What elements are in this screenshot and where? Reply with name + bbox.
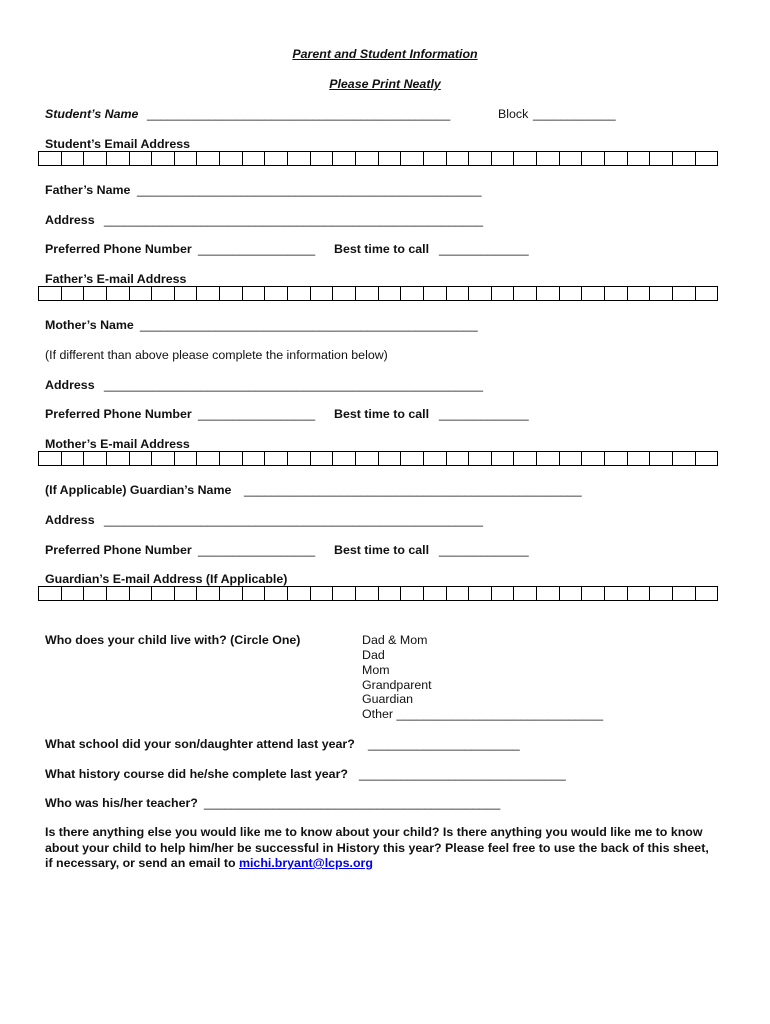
- email-char-box[interactable]: [447, 287, 470, 300]
- email-char-box[interactable]: [560, 287, 583, 300]
- email-char-box[interactable]: [673, 587, 696, 600]
- email-char-box[interactable]: [673, 452, 696, 465]
- mother-time-field[interactable]: _____________: [439, 407, 529, 421]
- course-question: What history course did he/she complete last year?: [45, 767, 348, 781]
- email-char-box[interactable]: [628, 287, 651, 300]
- email-char-box[interactable]: [62, 452, 85, 465]
- email-char-box[interactable]: [696, 287, 718, 300]
- guardian-phone-field[interactable]: _________________: [198, 543, 316, 557]
- mother-phone-field[interactable]: _________________: [198, 407, 316, 421]
- father-email-boxes[interactable]: [38, 286, 718, 301]
- student-name-label: Student’s Name: [45, 107, 139, 121]
- guardian-name-label: (If Applicable) Guardian’s Name: [45, 483, 232, 497]
- email-char-box[interactable]: [492, 287, 515, 300]
- email-char-box[interactable]: [537, 587, 560, 600]
- email-char-box[interactable]: [62, 287, 85, 300]
- student-email-boxes[interactable]: [38, 151, 718, 166]
- email-char-box[interactable]: [514, 152, 537, 165]
- option-other[interactable]: [362, 707, 603, 722]
- email-char-box[interactable]: [288, 152, 311, 165]
- email-char-box[interactable]: [605, 452, 628, 465]
- email-char-box[interactable]: [243, 152, 266, 165]
- father-time-field[interactable]: _____________: [439, 242, 529, 256]
- father-phone-label: Preferred Phone Number: [45, 242, 192, 256]
- guardian-address-field[interactable]: _______________________________________________________: [104, 513, 484, 527]
- email-char-box[interactable]: [401, 152, 424, 165]
- email-char-box[interactable]: [673, 152, 696, 165]
- email-char-box[interactable]: [401, 452, 424, 465]
- email-char-box[interactable]: [356, 587, 379, 600]
- email-char-box[interactable]: [220, 452, 243, 465]
- email-char-box[interactable]: [107, 452, 130, 465]
- email-char-box[interactable]: [130, 452, 153, 465]
- email-char-box[interactable]: [243, 452, 266, 465]
- teacher-email-link[interactable]: michi.bryant@lcps.org: [238, 856, 373, 870]
- email-char-box[interactable]: [582, 287, 605, 300]
- email-char-box[interactable]: [628, 587, 651, 600]
- email-char-box[interactable]: [650, 152, 673, 165]
- email-char-box[interactable]: [537, 452, 560, 465]
- father-phone-field[interactable]: _________________: [198, 242, 316, 256]
- lives-with-question: Who does your child live with? (Circle One): [45, 633, 301, 647]
- email-char-box[interactable]: [356, 287, 379, 300]
- email-char-box[interactable]: [333, 287, 356, 300]
- student-email-label: Student’s Email Address: [45, 137, 191, 151]
- school-question: What school did your son/daughter attend last year?: [45, 737, 355, 751]
- email-char-box[interactable]: [379, 452, 402, 465]
- email-char-box[interactable]: [650, 587, 673, 600]
- block-field[interactable]: ____________: [533, 107, 616, 121]
- email-char-box[interactable]: [514, 587, 537, 600]
- email-char-box[interactable]: [356, 152, 379, 165]
- email-char-box[interactable]: [582, 452, 605, 465]
- email-char-box[interactable]: [311, 587, 334, 600]
- option-dad-mom[interactable]: Dad & Mom: [362, 633, 428, 647]
- mother-address-label: Address: [45, 378, 95, 392]
- email-char-box[interactable]: [175, 452, 198, 465]
- option-other-field[interactable]: ______________________________: [396, 707, 604, 721]
- email-char-box[interactable]: [514, 452, 537, 465]
- mother-name-field[interactable]: _________________________________________________: [140, 318, 478, 332]
- email-char-box[interactable]: [311, 452, 334, 465]
- email-char-box[interactable]: [152, 452, 175, 465]
- email-char-box[interactable]: [605, 287, 628, 300]
- mother-email-boxes[interactable]: [38, 451, 718, 466]
- email-char-box[interactable]: [560, 587, 583, 600]
- email-char-box[interactable]: [469, 452, 492, 465]
- block-label: Block: [498, 107, 529, 121]
- teacher-field[interactable]: ___________________________________________: [204, 796, 501, 810]
- email-char-box[interactable]: [265, 587, 288, 600]
- email-char-box[interactable]: [175, 287, 198, 300]
- email-char-box[interactable]: [560, 152, 583, 165]
- guardian-time-field[interactable]: _____________: [439, 543, 529, 557]
- email-char-box[interactable]: [62, 587, 85, 600]
- guardian-email-label: Guardian’s E-mail Address (If Applicable): [45, 572, 288, 586]
- closing-line-2: about your child to help him/her be successful in History this year? Please feel free to use the back of this sheet,: [45, 840, 709, 855]
- email-char-box[interactable]: [243, 587, 266, 600]
- email-char-box[interactable]: [311, 287, 334, 300]
- guardian-email-boxes[interactable]: [38, 586, 718, 601]
- email-char-box[interactable]: [84, 587, 107, 600]
- email-char-box[interactable]: [265, 287, 288, 300]
- email-char-box[interactable]: [152, 587, 175, 600]
- option-other-label: Other: [362, 707, 393, 721]
- email-char-box[interactable]: [560, 452, 583, 465]
- form-subtitle: Please Print Neatly: [329, 77, 441, 91]
- email-char-box[interactable]: [265, 452, 288, 465]
- email-char-box[interactable]: [605, 587, 628, 600]
- mother-time-label: Best time to call: [334, 407, 430, 421]
- email-char-box[interactable]: [243, 287, 266, 300]
- email-char-box[interactable]: [130, 152, 153, 165]
- father-name-label: Father’s Name: [45, 183, 131, 197]
- email-char-box[interactable]: [537, 287, 560, 300]
- mother-address-field[interactable]: _______________________________________________________: [104, 378, 484, 392]
- mother-email-label: Mother’s E-mail Address: [45, 437, 190, 451]
- form-title: Parent and Student Information: [292, 47, 478, 61]
- email-char-box[interactable]: [197, 152, 220, 165]
- email-char-box[interactable]: [379, 587, 402, 600]
- email-char-box[interactable]: [197, 452, 220, 465]
- email-char-box[interactable]: [447, 452, 470, 465]
- email-char-box[interactable]: [628, 452, 651, 465]
- email-char-box[interactable]: [62, 152, 85, 165]
- email-char-box[interactable]: [696, 152, 718, 165]
- email-char-box[interactable]: [220, 287, 243, 300]
- option-grandparent[interactable]: Grandparent: [362, 678, 432, 692]
- email-char-box[interactable]: [424, 452, 447, 465]
- email-char-box[interactable]: [175, 587, 198, 600]
- email-char-box[interactable]: [537, 152, 560, 165]
- email-char-box[interactable]: [447, 152, 470, 165]
- guardian-name-field[interactable]: _________________________________________________: [244, 483, 582, 497]
- father-time-label: Best time to call: [334, 242, 430, 256]
- email-char-box[interactable]: [424, 587, 447, 600]
- father-name-field[interactable]: __________________________________________________: [137, 183, 482, 197]
- email-char-box[interactable]: [39, 287, 62, 300]
- email-char-box[interactable]: [356, 452, 379, 465]
- email-char-box[interactable]: [175, 152, 198, 165]
- closing-paragraph: [45, 825, 735, 872]
- email-char-box[interactable]: [379, 287, 402, 300]
- guardian-phone-label: Preferred Phone Number: [45, 543, 192, 557]
- email-char-box[interactable]: [424, 287, 447, 300]
- course-field[interactable]: ______________________________: [359, 767, 566, 781]
- email-char-box[interactable]: [333, 152, 356, 165]
- email-char-box[interactable]: [288, 287, 311, 300]
- option-guardian[interactable]: Guardian: [362, 692, 413, 706]
- email-char-box[interactable]: [379, 152, 402, 165]
- email-char-box[interactable]: [696, 587, 718, 600]
- email-char-box[interactable]: [197, 287, 220, 300]
- email-char-box[interactable]: [152, 152, 175, 165]
- email-char-box[interactable]: [514, 287, 537, 300]
- email-char-box[interactable]: [492, 452, 515, 465]
- closing-line-3: [45, 856, 735, 872]
- email-char-box[interactable]: [650, 452, 673, 465]
- email-char-box[interactable]: [469, 152, 492, 165]
- student-name-field[interactable]: ____________________________________________: [147, 107, 451, 121]
- closing-line-3-text: if necessary, or send an email to: [45, 856, 239, 870]
- option-dad[interactable]: Dad: [362, 648, 385, 662]
- email-char-box[interactable]: [401, 287, 424, 300]
- guardian-time-label: Best time to call: [334, 543, 430, 557]
- guardian-address-label: Address: [45, 513, 95, 527]
- email-char-box[interactable]: [39, 152, 62, 165]
- mother-phone-label: Preferred Phone Number: [45, 407, 192, 421]
- option-mom[interactable]: Mom: [362, 663, 390, 677]
- email-char-box[interactable]: [130, 287, 153, 300]
- email-char-box[interactable]: [492, 152, 515, 165]
- email-char-box[interactable]: [265, 152, 288, 165]
- email-char-box[interactable]: [39, 452, 62, 465]
- email-char-box[interactable]: [469, 287, 492, 300]
- email-char-box[interactable]: [311, 152, 334, 165]
- school-field[interactable]: ______________________: [368, 737, 520, 751]
- email-char-box[interactable]: [650, 287, 673, 300]
- email-char-box[interactable]: [333, 587, 356, 600]
- email-char-box[interactable]: [288, 587, 311, 600]
- email-char-box[interactable]: [288, 452, 311, 465]
- mother-note: (If different than above please complete the information below): [45, 348, 388, 362]
- closing-line-1: Is there anything else you would like me to know about your child? Is there anything you would like me to know: [45, 825, 703, 839]
- teacher-question: Who was his/her teacher?: [45, 796, 198, 810]
- email-char-box[interactable]: [333, 452, 356, 465]
- email-char-box[interactable]: [469, 587, 492, 600]
- email-char-box[interactable]: [39, 587, 62, 600]
- email-char-box[interactable]: [447, 587, 470, 600]
- email-char-box[interactable]: [605, 152, 628, 165]
- email-char-box[interactable]: [401, 587, 424, 600]
- mother-name-label: Mother’s Name: [45, 318, 134, 332]
- email-char-box[interactable]: [197, 587, 220, 600]
- email-char-box[interactable]: [107, 287, 130, 300]
- email-char-box[interactable]: [582, 152, 605, 165]
- email-char-box[interactable]: [220, 587, 243, 600]
- email-char-box[interactable]: [107, 587, 130, 600]
- email-char-box[interactable]: [492, 587, 515, 600]
- father-address-field[interactable]: _______________________________________________________: [104, 213, 484, 227]
- father-address-label: Address: [45, 213, 95, 227]
- email-char-box[interactable]: [582, 587, 605, 600]
- email-char-box[interactable]: [696, 452, 718, 465]
- email-char-box[interactable]: [84, 152, 107, 165]
- email-char-box[interactable]: [84, 452, 107, 465]
- email-char-box[interactable]: [107, 152, 130, 165]
- email-char-box[interactable]: [152, 287, 175, 300]
- email-char-box[interactable]: [424, 152, 447, 165]
- email-char-box[interactable]: [84, 287, 107, 300]
- email-char-box[interactable]: [628, 152, 651, 165]
- email-char-box[interactable]: [130, 587, 153, 600]
- father-email-label: Father’s E-mail Address: [45, 272, 187, 286]
- email-char-box[interactable]: [220, 152, 243, 165]
- email-char-box[interactable]: [673, 287, 696, 300]
